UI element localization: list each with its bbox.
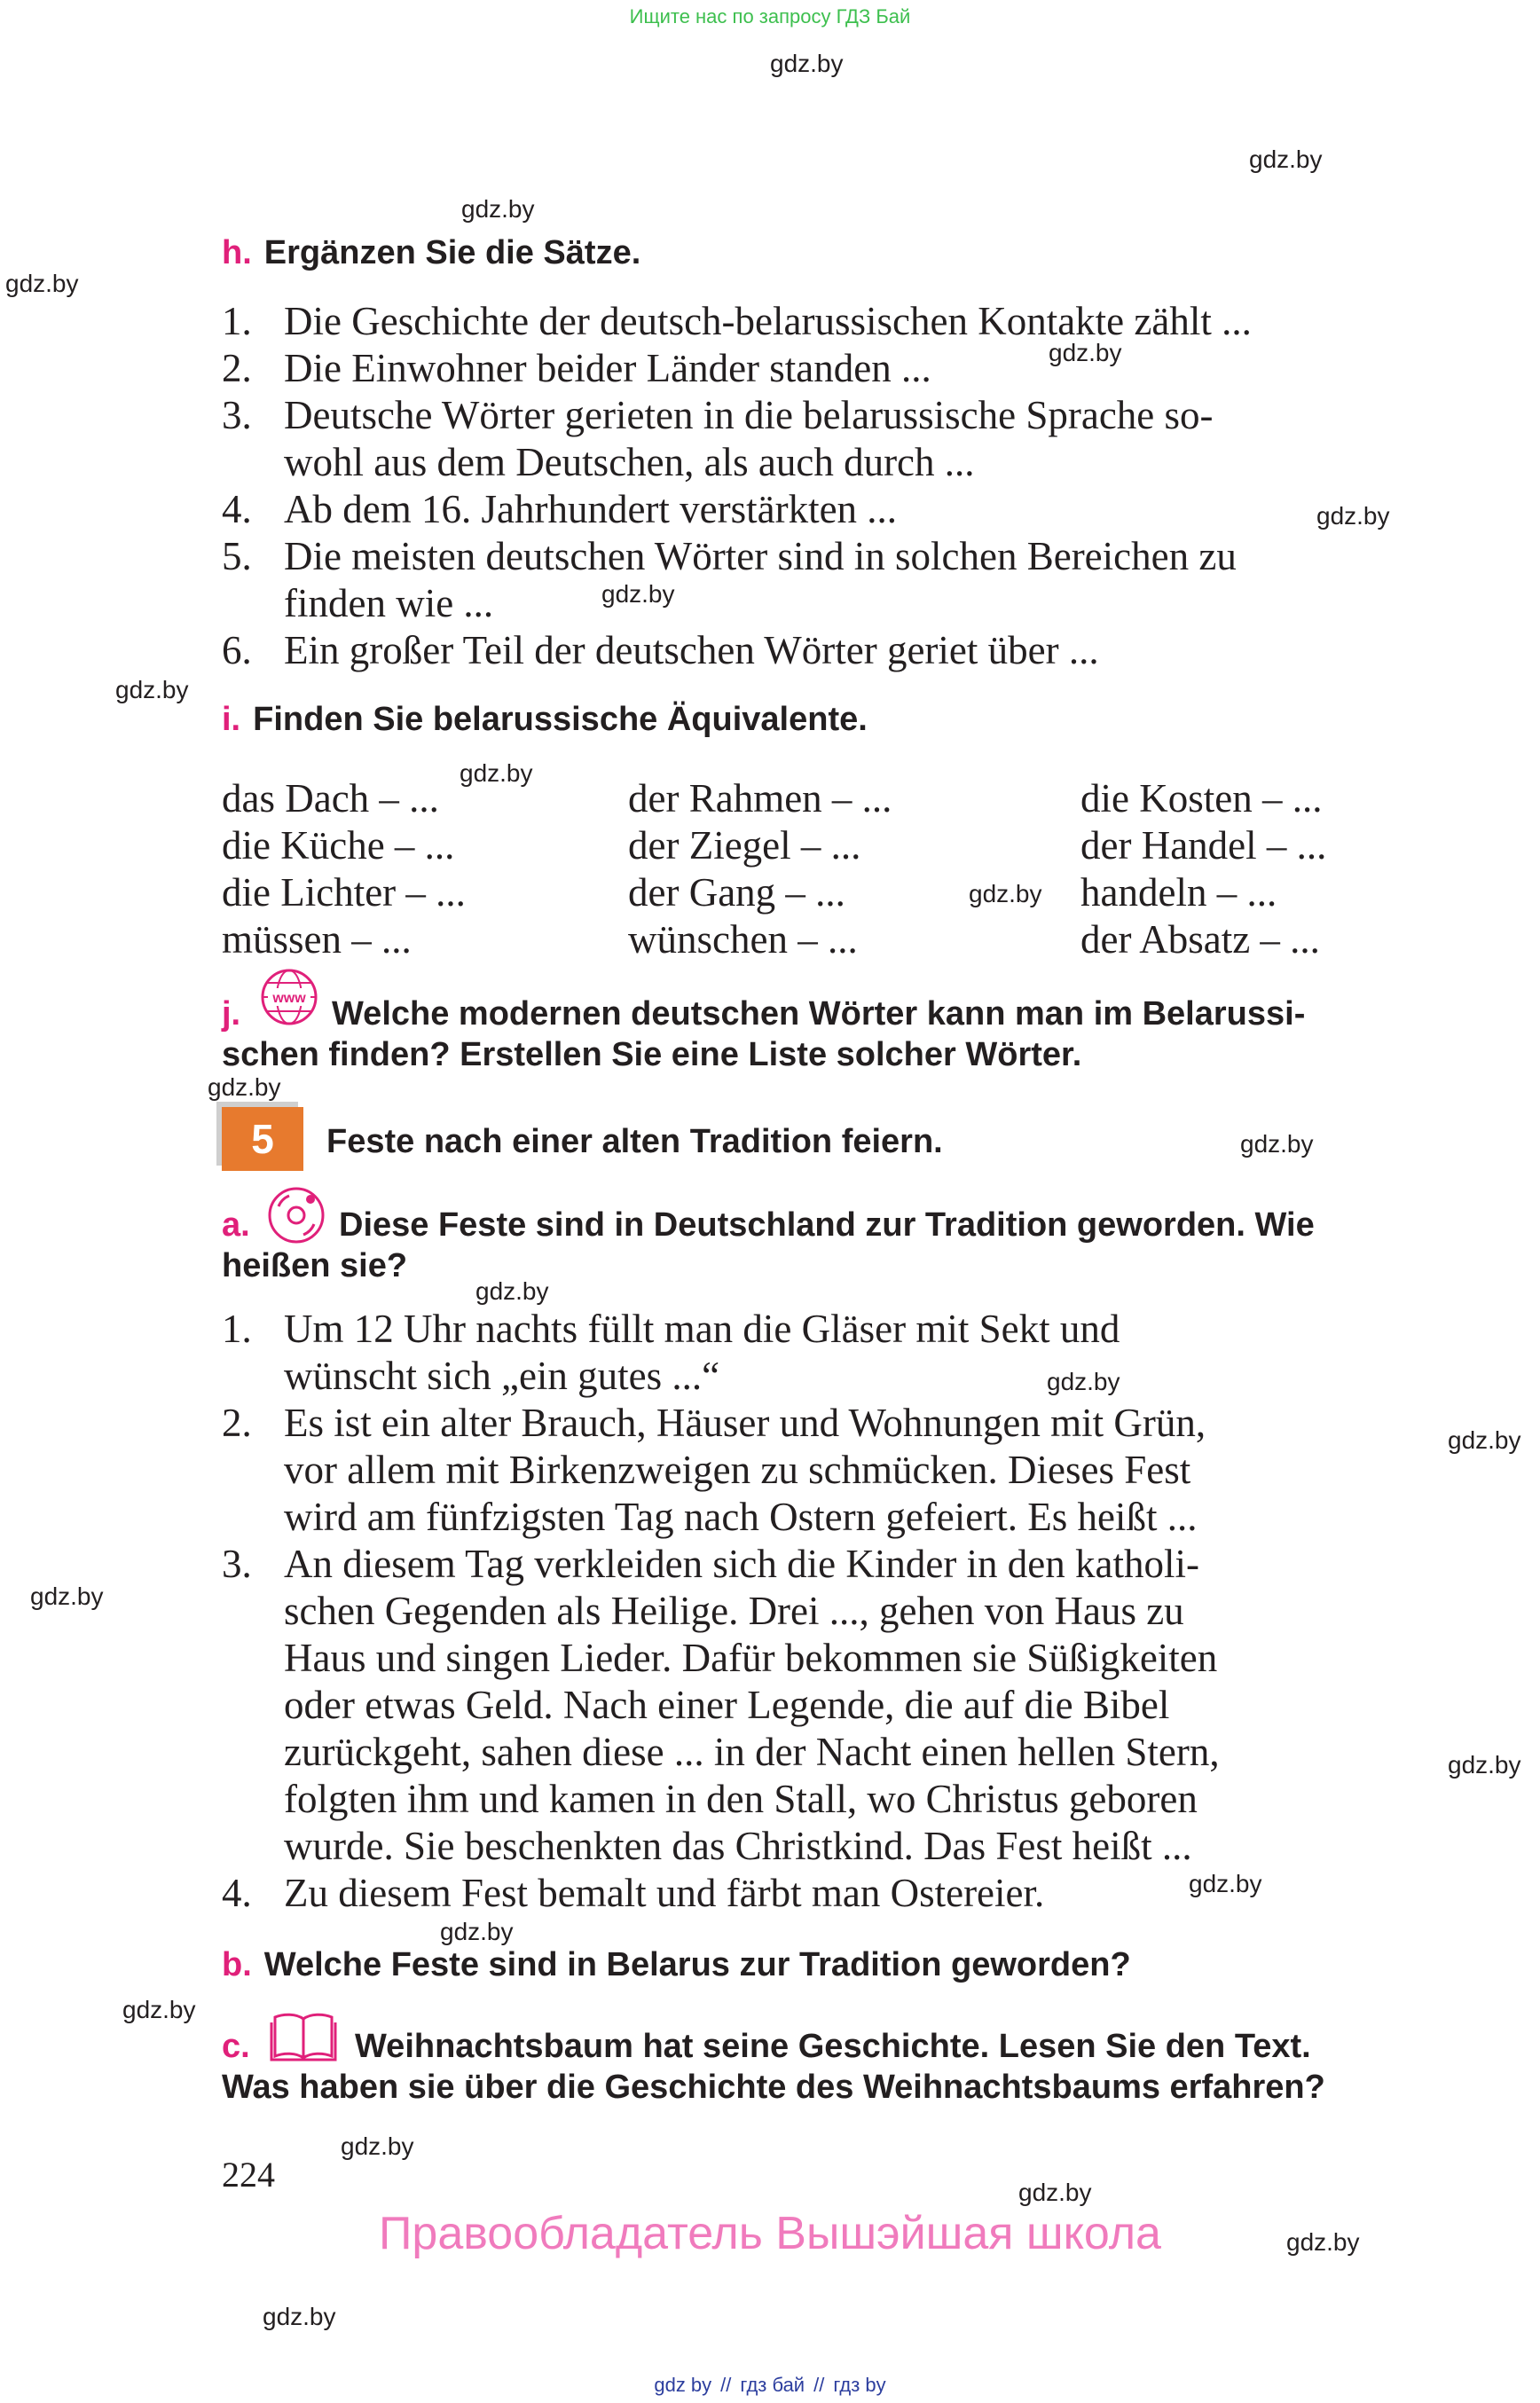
section-title: Ergänzen Sie die Sätze.: [263, 234, 641, 271]
list-item: 2. Die Einwohner beider Länder standen ...: [222, 346, 931, 390]
watermark: gdz.by: [969, 880, 1042, 907]
section-a-letter: a.: [222, 1206, 250, 1244]
page-number: 224: [222, 2155, 275, 2195]
footer-link[interactable]: гдз бай: [740, 2374, 805, 2396]
vocab-term: das Dach – ...: [222, 776, 439, 821]
watermark: gdz.by: [341, 2132, 414, 2160]
watermark: gdz.by: [1240, 1130, 1314, 1158]
vocab-term: der Rahmen – ...: [628, 776, 892, 821]
watermark: gdz.by: [1316, 502, 1390, 530]
list-item: 3. Deutsche Wörter gerieten in die belarussische Sprache so- wohl aus dem Deutschen, als auch durch ...: [222, 393, 1214, 484]
footer-links: gdz by // гдз бай // гдз by: [654, 2374, 886, 2396]
watermark: gdz.by: [460, 759, 533, 787]
footer-link[interactable]: гдз by: [833, 2374, 886, 2396]
list-item: 1. Um 12 Uhr nachts füllt man die Gläser mit Sekt und wünscht sich „ein gutes ...“: [222, 1307, 1120, 1398]
watermark: gdz.by: [122, 1996, 196, 2023]
vocab-term: wünschen – ...: [628, 917, 858, 962]
footer-link[interactable]: gdz by: [654, 2374, 712, 2396]
list-item: 1. Die Geschichte der deutsch-belarussischen Kontakte zählt ...: [222, 299, 1252, 343]
list-item: 4. Ab dem 16. Jahrhundert verstärkten ...: [222, 487, 898, 531]
section-c-heading: Weihnachtsbaum hat seine Geschichte. Lesen Sie den Text. Was haben sie über die Geschichte des Weihnachtsbaums erfahren?: [222, 2028, 1325, 2106]
vocab-term: der Handel – ...: [1080, 823, 1327, 868]
section-c-letter: c.: [222, 2028, 250, 2065]
watermark: gdz.by: [1249, 145, 1323, 173]
list-item: 4. Zu diesem Fest bemalt und färbt man Ostereier.: [222, 1871, 1045, 1915]
watermark: gdz.by: [208, 1073, 281, 1101]
task-number-badge: 5: [222, 1107, 303, 1171]
watermark: gdz.by: [770, 50, 844, 77]
section-h-heading: [222, 232, 640, 273]
watermark: gdz.by: [30, 1582, 104, 1610]
watermark: gdz.by: [1286, 2228, 1360, 2256]
top-search-note: Ищите нас по запросу ГДЗ Бай: [629, 5, 911, 27]
watermark: gdz.by: [461, 195, 535, 223]
vocab-term: die Lichter – ...: [222, 870, 466, 915]
www-icon-label: www: [272, 991, 306, 1006]
vocab-term: handeln – ...: [1080, 870, 1277, 915]
section-j-heading: j.: [222, 995, 241, 1033]
vocab-term: müssen – ...: [222, 917, 412, 962]
watermark: gdz.by: [5, 270, 79, 297]
vocab-term: der Absatz – ...: [1080, 917, 1320, 962]
list-item: 5. Die meisten deutschen Wörter sind in solchen Bereichen zu finden wie ...: [222, 534, 1237, 625]
watermark: gdz.by: [263, 2303, 336, 2330]
watermark: gdz.by: [475, 1277, 549, 1305]
watermark: gdz.by: [440, 1918, 514, 1945]
vocab-term: die Küche – ...: [222, 823, 455, 868]
watermark: gdz.by: [1047, 1368, 1120, 1395]
section-letter: h.: [222, 234, 252, 271]
vocab-term: der Gang – ...: [628, 870, 845, 915]
list-item: 3. An diesem Tag verkleiden sich die Kinder in den katholi- schen Gegenden als Heilige. Drei ..., gehen von Haus zu Haus und singen Lieder. Dafür bekommen sie Süßigkeiten oder etwas Geld. Nach einer Legende, die auf die Bibel zurückgeht, sahen diese ... in der Nacht einen hellen Stern, folgten ihm und kamen in den Stall, wo Christus geboren wurde. Sie beschenkten das Christkind. Das Fest heißt ...: [222, 1542, 1220, 1868]
watermark: gdz.by: [115, 676, 189, 703]
watermark: gdz.by: [1049, 339, 1122, 366]
watermark: gdz.by: [1448, 1426, 1521, 1454]
watermark: gdz.by: [601, 580, 675, 608]
list-item: 2. Es ist ein alter Brauch, Häuser und Wohnungen mit Grün, vor allem mit Birkenzweigen zu schmücken. Dieses Fest wird am fünfzigsten Tag nach Ostern gefeiert. Es heißt ...: [222, 1401, 1206, 1539]
watermark: gdz.by: [1448, 1751, 1521, 1779]
section-a-heading: Diese Feste sind in Deutschland zur Tradition geworden. Wie heißen sie?: [222, 1206, 1315, 1284]
copyright-notice: Правообладатель Вышэйшая школа: [379, 2208, 1161, 2259]
watermark: gdz.by: [1189, 1870, 1262, 1897]
task-title: Feste nach einer alten Tradition feiern.: [326, 1123, 943, 1160]
watermark: gdz.by: [1018, 2179, 1092, 2206]
vocab-term: der Ziegel – ...: [628, 823, 861, 868]
section-j-text: Welche modernen deutschen Wörter kann man im Belarussi- schen finden? Erstellen Sie eine Liste solcher Wörter.: [222, 995, 1306, 1073]
list-item: 6. Ein großer Teil der deutschen Wörter geriet über ...: [222, 628, 1099, 672]
section-i-heading: i. Finden Sie belarussische Äquivalente.: [222, 701, 868, 738]
section-b-heading: b. Welche Feste sind in Belarus zur Tradition geworden?: [222, 1946, 1131, 1983]
vocab-term: die Kosten – ...: [1080, 776, 1323, 821]
